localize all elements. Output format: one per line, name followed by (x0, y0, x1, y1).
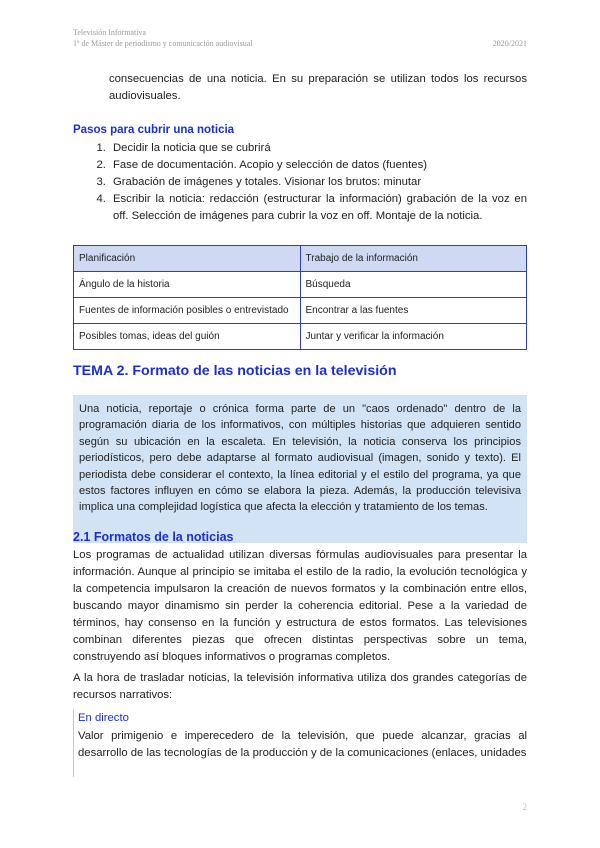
table-cell: Ángulo de la historia (74, 272, 301, 298)
subsection-title: En directo (78, 712, 129, 724)
body-paragraph-1: Los programas de actualidad utilizan diversas fórmulas audiovisuales para presentar la información. Aunque al principio se imitaba el estilo de la radio, la evolución tecnológica y la competencia impulsaron la creación de nuevos formatos y la combinación entre ellos, buscando mayor dinamismo sin perder la coherencia editorial. Pese a la variedad de términos, hay consenso en la función y estructura de estos formatos. Las televisiones combinan diferentes piezas que ofrecen distintas perspectivas sobre un tema, construyendo así bloques informativos o programas completos. (73, 549, 527, 663)
table-cell: Juntar y verificar la información (300, 324, 527, 350)
page-header (73, 27, 527, 49)
step-item: 2. Fase de documentación. Acopio y selección de datos (fuentes) (109, 157, 527, 174)
table-cell: Búsqueda (300, 272, 527, 298)
table-cell: Fuentes de información posibles o entrevistado (74, 298, 301, 324)
table-header-row (74, 246, 527, 272)
table-cell: Posibles tomas, ideas del guión (74, 324, 301, 350)
table-header-cell: Planificación (74, 246, 301, 272)
header-course: Televisión Informativa (73, 28, 146, 37)
table-row (74, 324, 527, 350)
step-item: 1. Decidir la noticia que se cubrirá (109, 140, 527, 157)
table-row (74, 272, 527, 298)
table-header-cell: Trabajo de la información (300, 246, 527, 272)
body-paragraph-3: Valor primigenio e imperecedero de la televisión, que puede alcanzar, gracias al desarrollo de las tecnologías de la producción y de la comunicaciones (enlaces, unidades (78, 730, 527, 759)
body-paragraph-2: A la hora de trasladar noticias, la televisión informativa utiliza dos grandes categorías de recursos narrativos: (73, 672, 527, 701)
summary-box: Una noticia, reportaje o crónica forma parte de un "caos ordenado" dentro de la programación diaria de los informativos, con múltiples historias que adquieren sentido según su ubicación en la escaleta. En televisión, la noticia conserva los principios periodísticos, pero debe adaptarse al formato audiovisual (imagen, sonido y texto). El periodista debe considerar el contexto, la línea editorial y el estilo del programa, ya que estos factores influyen en cómo se elabora la pieza. Además, la producción televisiva implica una complejidad logística que afecta la elección y tratamiento de los temas. (73, 395, 527, 543)
tema-title: TEMA 2. Formato de las noticias en la televisión (73, 363, 397, 379)
intro-continuation: consecuencias de una noticia. En su preparación se utilizan todos los recursos audiovisuales. (109, 73, 527, 102)
planning-table (73, 245, 527, 350)
section-title: 2.1 Formatos de la noticias (73, 530, 234, 544)
steps-list (73, 140, 527, 225)
quote-rule (73, 709, 74, 777)
steps-heading: Pasos para cubrir una noticia (73, 124, 235, 136)
table-cell: Encontrar a las fuentes (300, 298, 527, 324)
page-number: 2 (522, 802, 527, 812)
header-subtitle: 1º de Máster de periodismo y comunicación audiovisual (73, 39, 253, 48)
table-row (74, 298, 527, 324)
step-item: 3. Grabación de imágenes y totales. Visionar los brutos: minutar (109, 174, 527, 191)
step-item: 4. Escribir la noticia: redacción (estructurar la información) grabación de la voz en off. Selección de imágenes para cubrir la voz en off. Montaje de la noticia. (109, 191, 527, 225)
header-year: 2020/2021 (492, 39, 527, 48)
